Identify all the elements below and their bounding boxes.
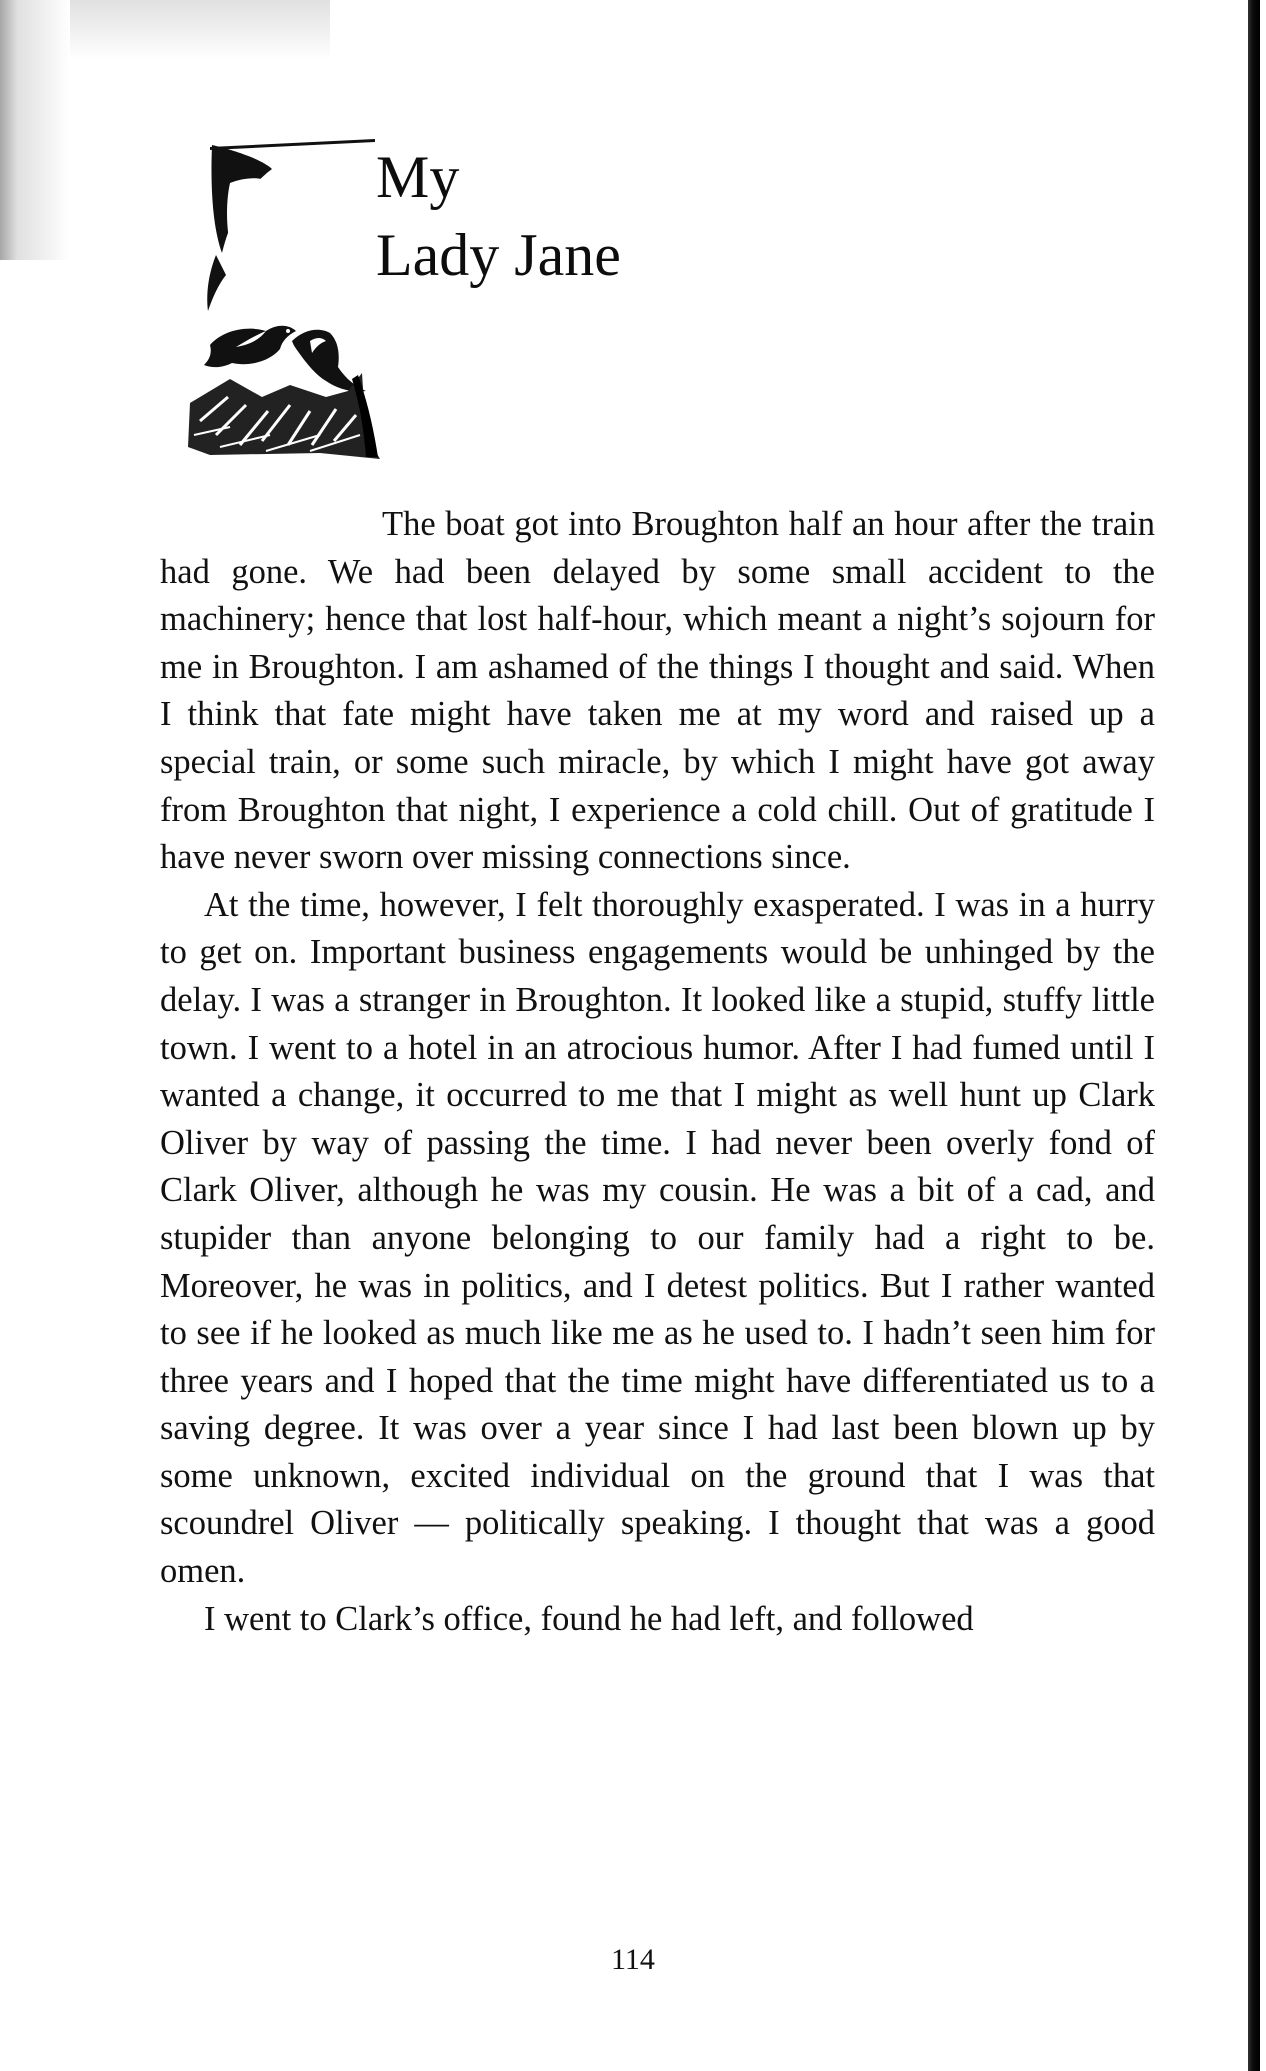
scan-shadow-top bbox=[70, 0, 330, 60]
doves-ornament-icon bbox=[170, 135, 380, 460]
chapter-body bbox=[160, 501, 1155, 1643]
chapter-title bbox=[376, 138, 621, 294]
paragraph-1: The boat got into Broughton half an hour after the train had gone. We had been delayed by some small accident to the machinery; hence that lost half-hour, which meant a night’s sojourn for me in Broughton. I am ashamed of the things I thought and said. When I think that fate might have taken me at my word and raised up a special train, or some such miracle, by which I might have got away from Broughton that night, I experience a cold chill. Out of gratitude I have never sworn over missing connections since. bbox=[160, 505, 1155, 877]
paragraph-2: At the time, however, I felt thoroughly exasperated. I was in a hurry to get on. Important business engagements would be unhinged by the delay. I was a stranger in Broughton. It looked like a stupid, stuffy little town. I went to a hotel in an atrocious humor. After I had fumed until I wanted a change, it occurred to me that I might as well hunt up Clark Oliver by way of passing the time. I had never been overly fond of Clark Oliver, although he was my cousin. He was a bit of a cad, and stupider than anyone belonging to our family had a right to be. Moreover, he was in politics, and I detest politics. But I rather wanted to see if he looked as much like me as he used to. I hadn’t seen him for three years and I hoped that the time might have differentiated us to a saving degree. It was over a year since I had last been blown up by some unknown, excited individual on the ground that I was that scoundrel Oliver — politically speaking. I thought that was a good omen. bbox=[160, 885, 1155, 1591]
chapter-title-line-1: My bbox=[376, 144, 460, 210]
chapter-title-line-2: Lady Jane bbox=[376, 222, 621, 288]
paragraph-3: I went to Clark’s office, found he had left, and followed bbox=[204, 1599, 974, 1638]
scan-edge-right bbox=[1248, 0, 1260, 2071]
scan-shadow-left bbox=[0, 0, 70, 260]
page-number: 114 bbox=[611, 1943, 655, 1976]
